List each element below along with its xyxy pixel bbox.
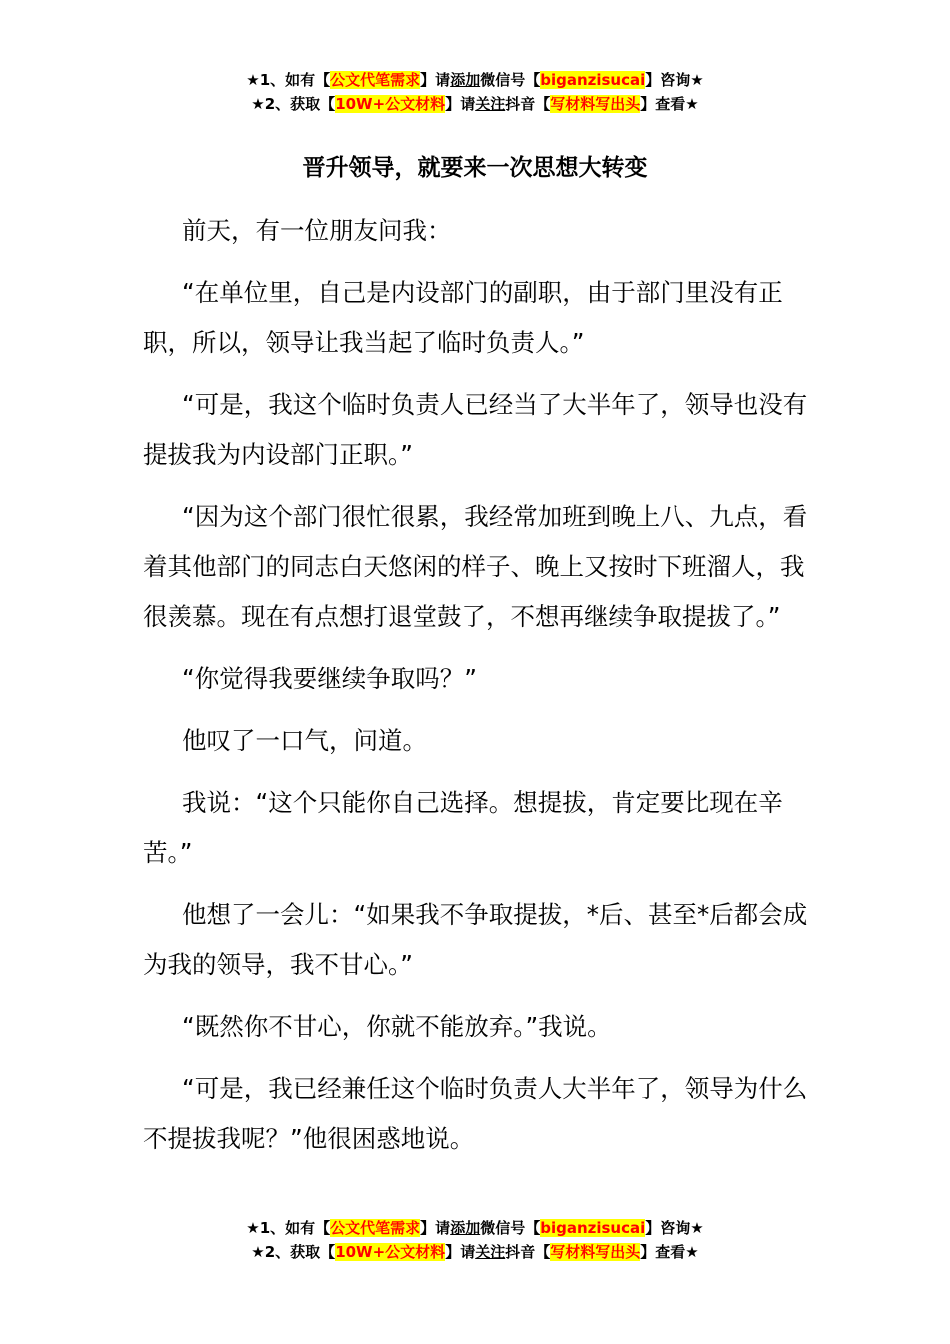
banner-highlight: 写材料写出头 <box>550 95 641 113</box>
banner-emphasis: 关注 <box>475 1243 506 1261</box>
banner-text: 抖音【 <box>505 95 551 113</box>
banner-highlight: 写材料写出头 <box>550 1243 641 1261</box>
banner-text: 微信号【 <box>480 71 541 89</box>
banner-emphasis: 添加 <box>450 1219 481 1237</box>
banner-text: 】咨询★ <box>645 1219 704 1237</box>
banner-line-1 <box>0 1216 950 1240</box>
banner-text: 】查看★ <box>640 1243 699 1261</box>
banner-line-1 <box>0 68 950 92</box>
banner-highlight: biganzisucai <box>540 1219 646 1237</box>
banner-text: 】咨询★ <box>645 71 704 89</box>
banner-text: ★2、获取【 <box>251 1243 336 1261</box>
banner-text: 】请 <box>445 1243 476 1261</box>
banner-line-2 <box>0 1240 950 1264</box>
banner-text: 】请 <box>420 71 451 89</box>
banner-text: 微信号【 <box>480 1219 541 1237</box>
banner-line-2 <box>0 92 950 116</box>
paragraph: “在单位里，自己是内设部门的副职，由于部门里没有正职，所以，领导让我当起了临时负责人。” <box>143 278 783 357</box>
document-body <box>143 206 811 1176</box>
document-title: 晋升领导，就要来一次思想大转变 <box>302 155 648 181</box>
banner-text: ★1、如有【 <box>246 1219 331 1237</box>
footer-banner <box>0 1216 950 1264</box>
paragraph: “因为这个部门很忙很累，我经常加班到晚上八、九点，看着其他部门的同志白天悠闲的样子、晚上又按时下班溜人，我很羡慕。现在有点想打退堂鼓了，不想再继续争取提拔了。” <box>143 502 808 631</box>
banner-emphasis: 关注 <box>475 95 506 113</box>
paragraph: “可是，我这个临时负责人已经当了大半年了，领导也没有提拔我为内设部门正职。” <box>143 390 808 469</box>
paragraph: “可是，我已经兼任这个临时负责人大半年了，领导为什么不提拔我呢？”他很困惑地说。 <box>143 1074 808 1153</box>
banner-highlight: biganzisucai <box>540 71 646 89</box>
paragraph: “既然你不甘心，你就不能放弃。”我说。 <box>182 1012 612 1041</box>
paragraph: 我说：“这个只能你自己选择。想提拔，肯定要比现在辛苦。” <box>143 788 783 867</box>
paragraph: 前天，有一位朋友问我： <box>182 216 452 245</box>
header-banner <box>0 68 950 116</box>
banner-emphasis: 添加 <box>450 71 481 89</box>
banner-highlight: 公文代笔需求 <box>330 71 421 89</box>
banner-text: ★2、获取【 <box>251 95 336 113</box>
banner-highlight: 10W+公文材料 <box>335 95 446 113</box>
paragraph: 他叹了一口气，问道。 <box>182 726 427 755</box>
paragraph: “你觉得我要继续争取吗？” <box>182 664 477 693</box>
banner-text: 抖音【 <box>505 1243 551 1261</box>
banner-text: ★1、如有【 <box>246 71 331 89</box>
banner-highlight: 10W+公文材料 <box>335 1243 446 1261</box>
banner-highlight: 公文代笔需求 <box>330 1219 421 1237</box>
banner-text: 】请 <box>420 1219 451 1237</box>
banner-text: 】请 <box>445 95 476 113</box>
banner-text: 】查看★ <box>640 95 699 113</box>
paragraph: 他想了一会儿：“如果我不争取提拔，*后、甚至*后都会成为我的领导，我不甘心。” <box>143 900 808 979</box>
